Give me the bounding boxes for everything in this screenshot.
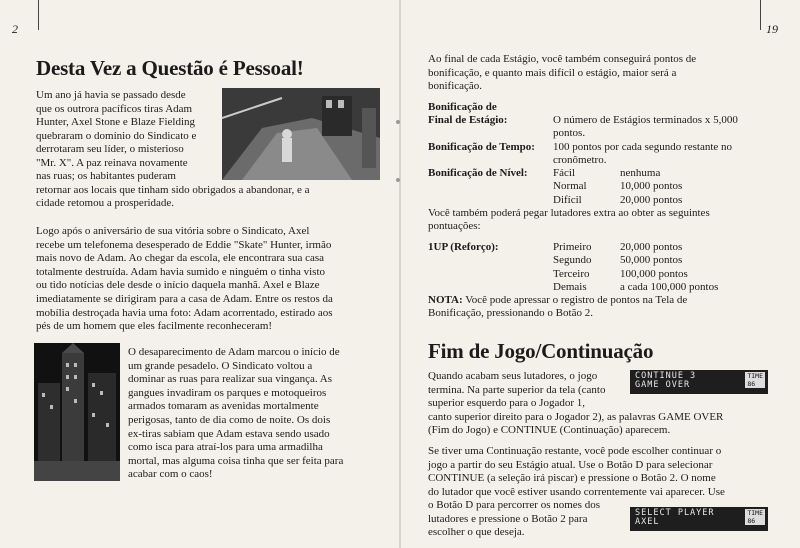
night-city-image [34, 343, 120, 481]
text-line: jogo a partir do seu Estágio atual. Use o Botão D para selecionar [428, 458, 713, 471]
screen-line: AXEL [635, 517, 660, 527]
score-name: Fácil [553, 167, 575, 179]
text-line: derrotaram seu líder, o misterioso [36, 143, 184, 155]
timer-badge [745, 372, 765, 388]
note-label: NOTA: [428, 294, 463, 306]
text-line: retornar aos locais que tinham sido obrigados a abandonar, e a [36, 183, 310, 196]
text-line: armados tomaram as avenidas mortalmente [128, 400, 319, 413]
text-line: quebraram o domínio do Sindicato e [36, 129, 197, 142]
timer-value: 86 [747, 517, 756, 525]
text-line: do lutador que você estiver usando correntemente vai aparecer. Use [428, 485, 725, 498]
text-line: acabar com o caos! [128, 468, 213, 481]
note-text: Bonificação, pressionando o Botão 2. [428, 307, 593, 319]
timer-value: 86 [747, 380, 756, 388]
text-line: bonificação, e quanto mais difícil o estágio, maior será a [428, 66, 677, 79]
rooftop-scene-icon [222, 88, 380, 180]
text-line: superior esquerdo para o Jogador 1, [428, 397, 586, 409]
text-line: nas ruas; os habitantes puderam [36, 170, 176, 182]
text-line: mortal, mas alguma coisa tinha que ser feita para [128, 454, 344, 467]
score-name: Primeiro [553, 241, 592, 253]
text-line: canto superior direito para o Jogador 2), as palavras GAME OVER [428, 410, 724, 423]
text-line: o Botão D para percorrer os nomes dos [428, 499, 600, 511]
timer-label: TIME [747, 509, 763, 517]
text-line: gangues invadiram os parques e motoqueiros [128, 386, 327, 399]
oneup-label: 1UP (Reforço): [428, 241, 499, 253]
crop-mark [760, 0, 761, 30]
text-line: mobília destroçada havia uma foto: Adam acorrentado, estirado aos [36, 306, 333, 319]
screen-line: GAME OVER [635, 380, 691, 390]
text-line: recebe um telefonema desesperado de Eddie "Skate" Hunter, irmão [36, 238, 332, 251]
binding-mark [396, 120, 400, 124]
score-points: 50,000 pontos [620, 254, 683, 267]
text-line: ou tido notícias dele desde o início daquela manhã. Axel e Blaze [36, 279, 320, 292]
score-points: 100,000 pontos [620, 267, 688, 280]
text-line: como isca para atraí-los para uma armadilha [128, 441, 323, 454]
screen-line: SELECT PLAYER [635, 508, 715, 518]
text-line: termina. Na parte superior da tela (canto [428, 383, 606, 396]
score-points: nenhuma [620, 167, 661, 179]
score-name: Demais [553, 280, 587, 293]
timer-badge [745, 509, 765, 525]
text-line: um grande pesadelo. O Sindicato voltou a [128, 359, 313, 372]
city-rooftop-image [222, 88, 380, 180]
text-line: bonificação. [428, 80, 483, 92]
right-page [400, 0, 800, 548]
text-line: dominar as ruas para realizar sua vingança. As [128, 373, 333, 386]
text-line: Hunter, Axel Stone e Blaze Fielding [36, 116, 196, 128]
score-name: Difícil [553, 193, 582, 206]
text-line: mais novo de Adam. Ao chegar da escola, ele encontrara sua casa [36, 252, 325, 265]
bonus-level-label: Bonificação de Nível: [428, 167, 528, 179]
score-points: a cada 100,000 pontos [620, 280, 719, 293]
text-line: Ao final de cada Estágio, você também conseguirá pontos de [428, 53, 697, 65]
note-body: Você pode apressar o registro de pontos na Tela de [462, 294, 688, 306]
bonus-time-value: cronômetro. [553, 154, 607, 166]
text-line: Logo após o aniversário de sua vitória sobre o Sindicato, Axel [36, 225, 310, 237]
text-line: perigosas, tanto de dia como de noite. Os dois [128, 414, 331, 426]
timer-label: TIME [747, 372, 763, 380]
text-line: escolher o que deseja. [428, 526, 525, 538]
text-line: totalmente destruída. Adam havia sumido e ninguém o tinha visto [36, 265, 326, 278]
text-line: "Mr. X". A paz reinava novamente [36, 156, 188, 169]
text-line: O desaparecimento de Adam marcou o início de [128, 346, 340, 358]
text-line: pés de um homem que eles facilmente reconheceram! [36, 320, 273, 333]
bonus-stage-label: Final de Estágio: [428, 114, 508, 126]
extra-fighters-text: Você também poderá pegar lutadores extra ao obter as seguintes [428, 207, 710, 219]
continue-screen-image [630, 370, 768, 394]
score-name: Terceiro [553, 267, 590, 280]
text-line: Se tiver uma Continuação restante, você pode escolher continuar o [428, 445, 722, 457]
text-line: Quando acabam seus lutadores, o jogo [428, 370, 598, 382]
score-name: Segundo [553, 254, 592, 267]
text-line: lutadores e pressione o Botão 2 para [428, 512, 588, 525]
text-line: Um ano já havia se passado desde [36, 89, 186, 101]
bonus-stage-value: pontos. [553, 127, 586, 139]
text-line: (Fim do Jogo) e CONTINUE (Continuação) aparecem. [428, 424, 671, 436]
text-line: que os outrora pacíficos tiras Adam [36, 102, 193, 115]
text-line: ex-tiras sabiam que Adam estava sendo usado [128, 427, 330, 440]
select-player-screen-image [630, 507, 768, 531]
score-points: 20,000 pontos [620, 193, 683, 206]
note-text [428, 294, 687, 307]
crop-mark [38, 0, 39, 30]
bonus-stage-value: O número de Estágios terminados x 5,000 [553, 114, 738, 126]
score-name: Normal [553, 180, 587, 193]
extra-fighters-text: pontuações: [428, 220, 481, 232]
score-points: 20,000 pontos [620, 241, 683, 253]
binding-mark [396, 178, 400, 182]
page-number-right: 19 [766, 22, 778, 36]
score-points: 10,000 pontos [620, 180, 683, 193]
page-title: Desta Vez a Questão é Pessoal! [36, 56, 304, 80]
bonus-time-value: 100 pontos por cada segundo restante no [553, 141, 733, 153]
text-line: cidade retomou a prosperidade. [36, 197, 175, 209]
text-line: imediatamente se dirigiram para a casa de Adam. Entre os restos da [36, 293, 333, 305]
bonus-time-label: Bonificação de Tempo: [428, 141, 535, 153]
text-line: CONTINUE (a seleção irá piscar) e pressione o Botão 2. O nome [428, 472, 716, 484]
bonus-stage-label: Bonificação de [428, 101, 497, 113]
section-title: Fim de Jogo/Continuação [428, 339, 654, 363]
page-number-left: 2 [12, 22, 18, 36]
screen-line: CONTINUE 3 [635, 371, 697, 381]
skyline-icon [34, 343, 120, 481]
